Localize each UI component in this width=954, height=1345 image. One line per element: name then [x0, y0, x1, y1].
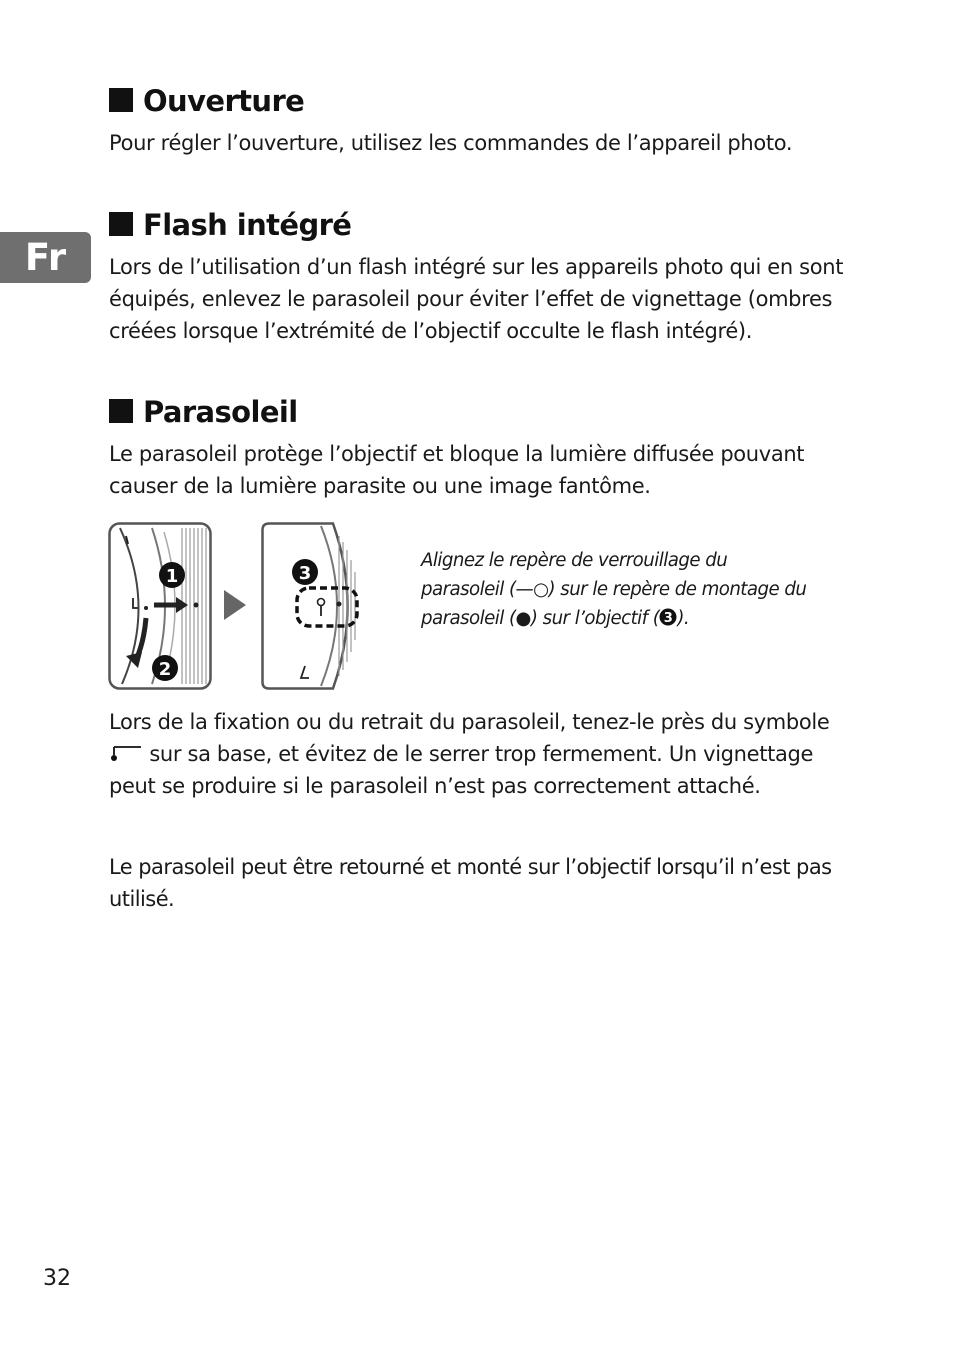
hood-grip-symbol-icon [109, 743, 143, 763]
flash-body: Lors de l’utilisation d’un flash intégré sur les appareils photo qui en sont équipés, enlevez le parasoleil pour éviter l’effet de vignettage (ombres créées lorsque l’extrémité de l’objectif occulte le flash intégré). [109, 255, 844, 343]
callout-3-inline-icon [659, 608, 677, 626]
callout-3-text: 3 [298, 563, 312, 584]
caption-line-3-end: ). [677, 608, 690, 629]
heading-parasoleil-text: Parasoleil [143, 395, 298, 429]
ouverture-body: Pour régler l’ouverture, utilisez les commandes de l’appareil photo. [109, 131, 793, 155]
heading-parasoleil [109, 395, 298, 429]
next-step-arrow-icon [224, 590, 246, 620]
language-tab: Fr [0, 232, 91, 283]
caption-line-3-start: parasoleil (●) sur l’objectif ( [421, 608, 660, 629]
caption-line-1: Alignez le repère de verrouillage du [421, 550, 728, 571]
heading-flash-text: Flash intégré [143, 208, 352, 242]
attach-paragraph [109, 706, 849, 802]
heading-flash [109, 208, 351, 242]
square-bullet-icon [109, 212, 133, 236]
callout-3-inline-text: 3 [664, 611, 673, 626]
caption-line-2: parasoleil (—○) sur le repère de montage du [421, 579, 807, 600]
heading-ouverture [109, 84, 304, 118]
square-bullet-icon [109, 88, 133, 112]
callout-2-text: 2 [158, 659, 172, 680]
caption-line-3 [421, 604, 851, 633]
lens-hood-attach-illustration [108, 522, 212, 690]
parasoleil-body: Le parasoleil protège l’objectif et bloque la lumière diffusée pouvant causer de la lumière parasite ou une image fantôme. [109, 442, 805, 498]
attach-paragraph-start: Lors de la fixation ou du retrait du parasoleil, tenez-le près du symbole [109, 710, 830, 734]
lens-hood-aligned-illustration [261, 522, 364, 690]
square-bullet-icon [109, 399, 133, 423]
attach-paragraph-end: sur sa base, et évitez de le serrer trop fermement. Un vignettage peut se produire si le parasoleil n’est pas correctement attaché. [109, 742, 814, 798]
heading-ouverture-text: Ouverture [143, 84, 305, 118]
page-number: 32 [43, 1266, 71, 1291]
callout-1-text: 1 [165, 566, 179, 587]
figure-caption [421, 546, 851, 633]
reverse-paragraph: Le parasoleil peut être retourné et monté sur l’objectif lorsqu’il n’est pas utilisé. [109, 855, 832, 911]
